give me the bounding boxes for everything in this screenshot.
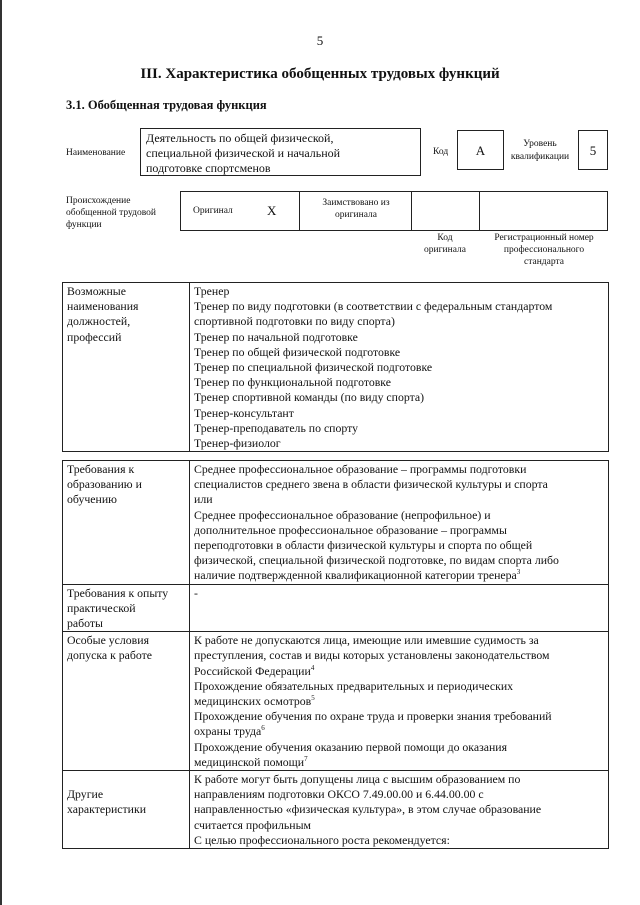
list-item: Тренер по виду подготовки (в соответствии с федеральным стандартом [194, 299, 553, 314]
list-item: Тренер по общей физической подготовке [194, 344, 401, 359]
section-title: III. Характеристика обобщенных трудовых функций [140, 66, 500, 82]
footnote-ref[interactable]: 5 [311, 694, 315, 703]
subsection-title: 3.1. Обобщенная трудовая функция [66, 98, 267, 112]
list-item: Тренер-преподаватель по спорту [194, 420, 359, 435]
requirements-table [62, 460, 609, 849]
list-item: спортивной подготовки по виду спорта) [194, 314, 395, 329]
requirement-value: - [190, 584, 609, 632]
positions-list [190, 283, 609, 452]
table-row [63, 584, 609, 632]
code-label: Код [433, 147, 449, 157]
table-row [63, 771, 609, 849]
level-label: Уровень квалификации [510, 139, 570, 162]
list-item: Тренер спортивной команды (по виду спорта) [194, 390, 425, 405]
list-item: Тренер по функциональной подготовке [194, 375, 391, 390]
list-item: Тренер-консультант [194, 405, 294, 420]
table-row [63, 632, 609, 771]
requirement-value: К работе могут быть допущены лица с высшим образованием по направлениям подготовки ОКСО 7.49.00.00 и 6.44.00.00 с направленностью «физическая культура», в этом случае образование считается профильным С целью профессионального роста рекомендуется: [190, 771, 609, 849]
origin-table [180, 191, 608, 231]
level-value: 5 [578, 130, 608, 170]
footnote-ref[interactable]: 6 [261, 724, 265, 733]
footnote-ref[interactable]: 7 [304, 754, 308, 763]
footnote-ref[interactable]: 4 [310, 663, 315, 672]
original-label: Оригинал [193, 206, 233, 216]
code-original-caption: Код оригинала [424, 233, 466, 255]
reg-number-caption: Регистрационный номер профессионального стандарта [494, 233, 594, 267]
positions-label: Возможные наименования должностей, профессий [63, 283, 190, 452]
requirement-label: Особые условия допуска к работе [63, 632, 190, 771]
name-value: Деятельность по общей физической, специальной физической и начальной подготовке спортсменов [140, 128, 421, 176]
requirement-label: Другие характеристики [63, 771, 190, 849]
list-item: Тренер по специальной физической подготовке [194, 360, 433, 375]
origin-label: Происхождение обобщенной трудовой функции [66, 196, 156, 230]
list-item: Тренер [194, 284, 230, 298]
page-number: 5 [316, 33, 324, 48]
positions-table [62, 282, 609, 452]
requirement-value: Среднее профессиональное образование – программы подготовки специалистов среднего звена в области физической культуры и спорта или Среднее профессиональное образование (непрофильное) и дополнительное профессиональное образование – программы переподготовки в области физической культуры и спорта по общей физической, специальной физической подготовке, по видам спорта либо наличие подтвержденной квалификационной категории тренера$^3$ [190, 461, 609, 585]
original-mark: Х [267, 203, 277, 218]
borrowed-label: Заимствовано из оригинала [322, 198, 390, 220]
footnote-ref[interactable]: 3 [516, 568, 521, 577]
code-value: А [457, 130, 504, 170]
requirement-label: Требования к образованию и обучению [63, 461, 190, 585]
requirement-label: Требования к опыту практической работы [63, 584, 190, 632]
name-label: Наименование [66, 148, 126, 158]
requirement-value: К работе не допускаются лица, имеющие или имевшие судимость за преступления, состав и виды которых установлены законодательством Российской Федерации$^4$ Прохождение обязательных предварительных и периодических медицинских осмотров$^5$ Прохождение обучения по охране труда и проверки знания требований охраны труда$^6$ Прохождение обучения оказанию первой помощи до оказания медицинской помощи$^7$ [190, 632, 609, 771]
scan-edge [0, 0, 2, 905]
list-item: Тренер-физиолог [194, 436, 281, 451]
table-row [63, 461, 609, 585]
list-item: Тренер по начальной подготовке [194, 329, 358, 344]
